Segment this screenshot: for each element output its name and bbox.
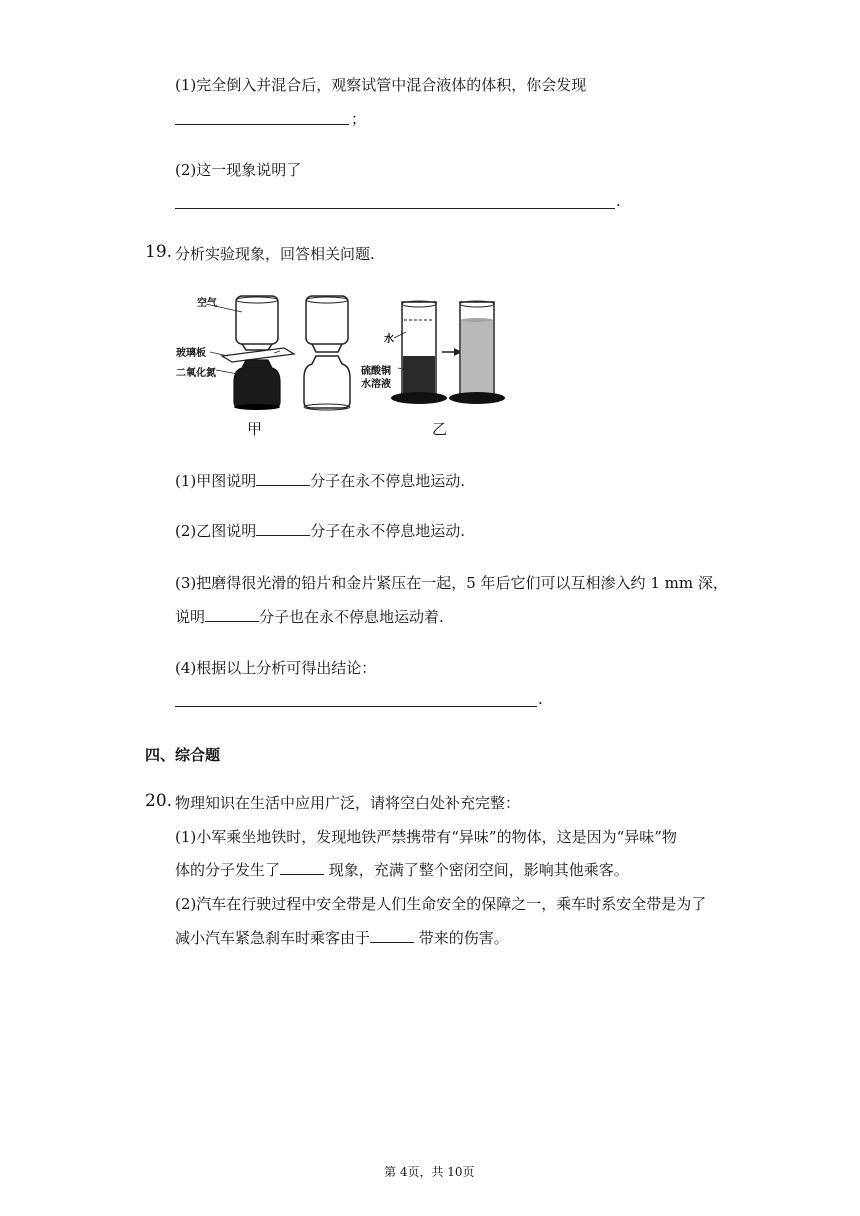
- q20-part1-prefix: 体的分子发生了: [175, 861, 281, 879]
- q18-part1-text: (1)完全倒入并混合后，观察试管中混合液体的体积，你会发现: [175, 76, 587, 94]
- q20-part2-prefix: 减小汽车紧急刹车时乘客由于: [175, 929, 371, 947]
- q19-part3-line1: (3)把磨得很光滑的铅片和金片紧压在一起，5 年后它们可以互相渗入约 1 mm 深，: [175, 574, 728, 592]
- q20-part1-line1: (1)小军乘坐地铁时，发现地铁严禁携带有“异味”的物体，这是因为“异味”物: [175, 828, 677, 846]
- label-copper-sulfate-line1: 硫酸铜: [361, 366, 391, 377]
- label-nitrogen-dioxide: 二氧化氮: [176, 368, 216, 379]
- q20-stem: 物理知识在生活中应用广泛，请将空白处补充完整：: [175, 794, 521, 812]
- q18-part2-answer-line: [175, 208, 615, 209]
- q20-part1-blank: [280, 860, 324, 875]
- q19-number: 19.: [145, 242, 173, 262]
- q19-stem: 分析实验现象，回答相关问题.: [175, 245, 375, 263]
- q19-part4-text: (4)根据以上分析可得出结论：: [175, 659, 377, 677]
- caption-yi: 乙: [432, 420, 448, 438]
- q19-part3-prefix: 说明: [175, 608, 206, 626]
- page-footer: 第 4页，共 10页: [384, 1165, 475, 1179]
- q19-part4-end: .: [538, 690, 543, 708]
- q18-part1-answer-line: [175, 124, 349, 125]
- diffusion-liquid-apparatus: [380, 298, 520, 410]
- q19-part3-blank: [205, 607, 259, 622]
- q19-part4-answer-line: [175, 706, 537, 707]
- q20-number: 20.: [145, 791, 173, 811]
- q19-part3-suffix: 分子也在永不停息地运动着.: [259, 608, 444, 626]
- q20-part2-line1: (2)汽车在行驶过程中安全带是人们生命安全的保障之一，乘车时系安全带是为了: [175, 895, 707, 913]
- label-air: 空气: [197, 298, 217, 309]
- q19-part2-prefix: (2)乙图说明: [175, 522, 257, 540]
- q19-part1-blank: [256, 471, 310, 486]
- label-copper-sulfate-line2: 水溶液: [361, 379, 391, 390]
- q20-part1-line2: [175, 859, 629, 880]
- q19-part2-suffix: 分子在永不停息地运动.: [310, 522, 466, 540]
- q20-part2-suffix: 带来的伤害。: [414, 929, 509, 947]
- q18-part2-text: (2)这一现象说明了: [175, 161, 302, 179]
- q19-part1: [175, 470, 465, 491]
- label-water: 水: [384, 334, 394, 345]
- caption-jia: 甲: [247, 420, 263, 438]
- q19-part2: [175, 520, 465, 541]
- q19-part1-prefix: (1)甲图说明: [175, 472, 257, 490]
- label-glass-plate: 玻璃板: [176, 348, 206, 359]
- q20-part2-line2: [175, 927, 509, 948]
- section-heading: 四、综合题: [145, 746, 221, 764]
- q18-part2-end: .: [616, 192, 621, 210]
- q20-part1-suffix: 现象，充满了整个密闭空间，影响其他乘客。: [324, 861, 629, 879]
- q19-part1-suffix: 分子在永不停息地运动.: [310, 472, 466, 490]
- q19-part2-blank: [256, 521, 310, 536]
- q18-part1-end: ；: [351, 110, 367, 128]
- q19-part3-line2: [175, 606, 444, 627]
- q20-part2-blank: [370, 928, 414, 943]
